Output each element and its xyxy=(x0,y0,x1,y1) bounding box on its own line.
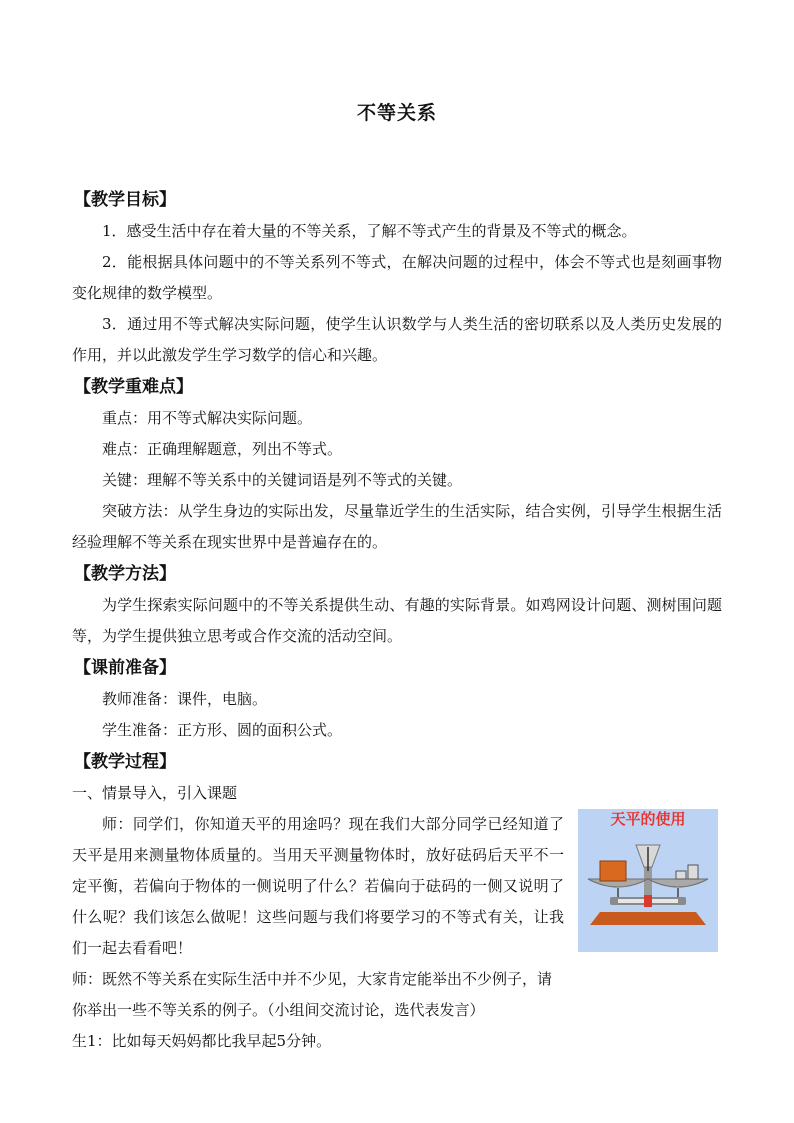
student-dialogue: 生1：比如每天妈妈都比我早起5分钟。 xyxy=(72,1032,332,1050)
object-block xyxy=(600,861,626,881)
heading-methods: 【教学方法】 xyxy=(74,564,176,584)
teacher-dialogue: 师：同学们，你知道天平的用途吗？现在我们大部分同学已经知道了天平是用来测量物体质量的。当用天平测量物体时，放好砝码后天平不一定平衡，若偏向于物体的一侧说明了什么？若偏向于砝码的一侧又说明了什么呢？我们该怎么做呢！这些问题与我们将要学习的不等式有关，让我们一起去看看吧！ xyxy=(72,815,564,957)
page-title: 不等关系 xyxy=(356,102,437,124)
right-pan xyxy=(648,879,708,887)
balance-scale-figure xyxy=(578,809,718,952)
scale-base xyxy=(590,912,706,925)
method-item: 为学生探索实际问题中的不等关系提供生动、有趣的实际背景。如鸡网设计问题、测树围问题等，为学生提供独立思考或合作交流的活动空间。 xyxy=(72,596,722,645)
heading-objectives: 【教学目标】 xyxy=(74,190,176,210)
heading-preparation: 【课前准备】 xyxy=(74,658,176,678)
preparation-item: 教师准备：课件，电脑。 xyxy=(102,690,268,708)
heading-key-points: 【教学重难点】 xyxy=(74,377,193,397)
teacher-dialogue: 师：既然不等关系在实际生活中并不少见，大家肯定能举出不少例子，请你举出一些不等关系的例子。（小组间交流讨论，选代表发言） xyxy=(72,970,553,1019)
key-point-item: 难点：正确理解题意，列出不等式。 xyxy=(102,440,343,458)
objective-item: 3．通过用不等式解决实际问题，使学生认识数学与人类生活的密切联系以及人类历史发展的作用，并以此激发学生学习数学的信心和兴趣。 xyxy=(72,315,722,364)
balance-scale-icon xyxy=(578,809,718,952)
preparation-item: 学生准备：正方形、圆的面积公式。 xyxy=(102,721,343,739)
weight-icon xyxy=(676,871,686,879)
document-body xyxy=(72,184,722,1057)
heading-process: 【教学过程】 xyxy=(74,752,176,772)
figure-caption: 天平的使用 xyxy=(610,810,686,828)
weight-icon xyxy=(688,865,698,879)
key-point-item: 重点：用不等式解决实际问题。 xyxy=(102,409,313,427)
key-point-item: 突破方法：从学生身边的实际出发，尽量靠近学生的生活实际，结合实例，引导学生根据生活经验理解不等关系在现实世界中是普遍存在的。 xyxy=(72,502,722,551)
objective-item: 1．感受生活中存在着大量的不等关系，了解不等式产生的背景及不等式的概念。 xyxy=(102,222,637,240)
key-point-item: 关键：理解不等关系中的关键词语是列不等式的关键。 xyxy=(102,471,463,489)
objective-item: 2．能根据具体问题中的不等关系列不等式，在解决问题的过程中，体会不等式也是刻画事物变化规律的数学模型。 xyxy=(72,253,722,302)
process-intro-block xyxy=(72,778,722,1057)
process-subheading: 一、情景导入，引入课题 xyxy=(72,784,238,802)
